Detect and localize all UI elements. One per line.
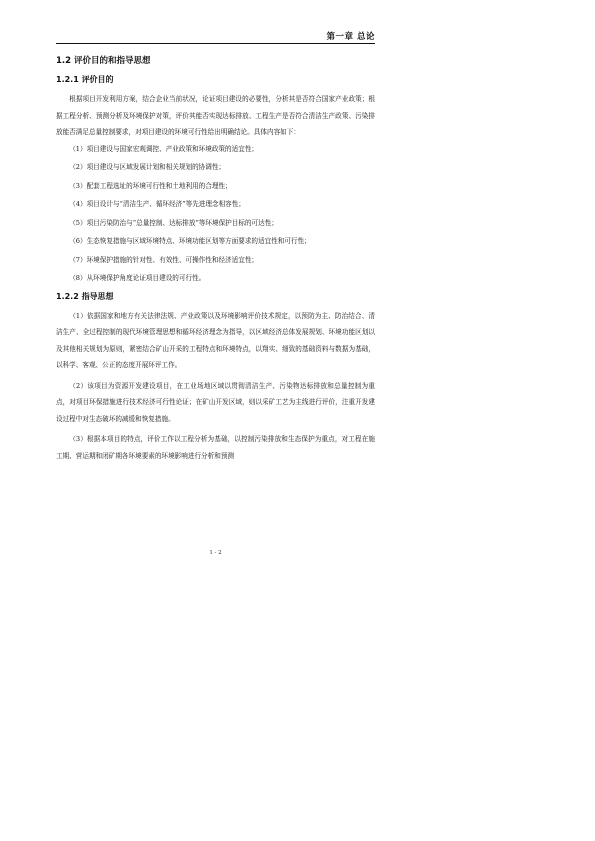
running-header: 第一章 总论 [326,32,375,42]
purpose-item: （1）项目建设与国家宏观调控、产业政策和环境政策的适宜性； [69,144,259,153]
purpose-intro-paragraph: 根据项目开发利用方案，结合企业当前状况，论证项目建设的必要性，分析其是否符合国家产业政策；根据工程分析、预测分析及环境保护对策，评价其能否实现达标排放、工程生产是否符合清洁生产政策、污染排放能否满足总量控制要求，对项目建设的环境可行性给出明确结论。具体内容如下： [56,95,375,136]
purpose-item: （7）环境保护措施的针对性、有效性、可操作性和经济适宜性； [69,255,259,264]
purpose-item: （4）项目设计与“清洁生产、循环经济”等先进理念相容性； [69,200,245,208]
header-rule [56,43,375,44]
purpose-item: （8）从环境保护角度论证项目建设的可行性。 [69,274,206,282]
guidance-paragraph: （3）根据本项目的特点，评价工作以工程分析为基础，以控制污染排放和生态保护为重点，对工程在施工期、营运期和闭矿期各环境要素的环境影响进行分析和预测 [56,435,375,460]
subsection-title-purpose: 1.2.1 评价目的 [56,75,114,84]
subsection-title-guidance: 1.2.2 指导思想 [56,291,114,301]
purpose-item: （6）生态恢复措施与区域环境特点、环境功能区划等方面要求的适宜性和可行性； [69,237,311,245]
purpose-item: （2）项目建设与区域发展计划和相关规划的协调性； [69,163,226,171]
section-title: 1.2 评价目的和指导思想 [56,56,151,66]
purpose-item: （3）配套工程选址的环境可行性和土地利用的合理性； [69,181,232,190]
purpose-item: （5）项目污染防治与“总量控制、达标排放”等环境保护目标的可达性； [69,218,278,227]
guidance-paragraph: （2）该项目为资源开发建设项目，在工业场地区域以贯彻清洁生产、污染物达标排放和总量控制为重点，对项目环保措施进行技术经济可行性论证；在矿山开发区域，则以采矿工艺为主线进行评价，注重开发建设过程中对生态破坏的减缓和恢复措施。 [56,381,375,423]
guidance-paragraph: （1）依据国家和地方有关法律法规、产业政策以及环境影响评价技术规定，以预防为主、防治结合、清洁生产、全过程控制的现代环境管理思想和循环经济理念为指导，以区域经济总体发展规划、环境功能区划以及其他相关规划为原则，紧密结合矿山开采的工程特点和环境特点，以翔实、细致的基础资料与数据为基础，以科学、客观、公正的态度开展环评工作。 [56,311,375,369]
page-number: 1 - 2 [209,550,222,556]
page-content [56,52,375,464]
